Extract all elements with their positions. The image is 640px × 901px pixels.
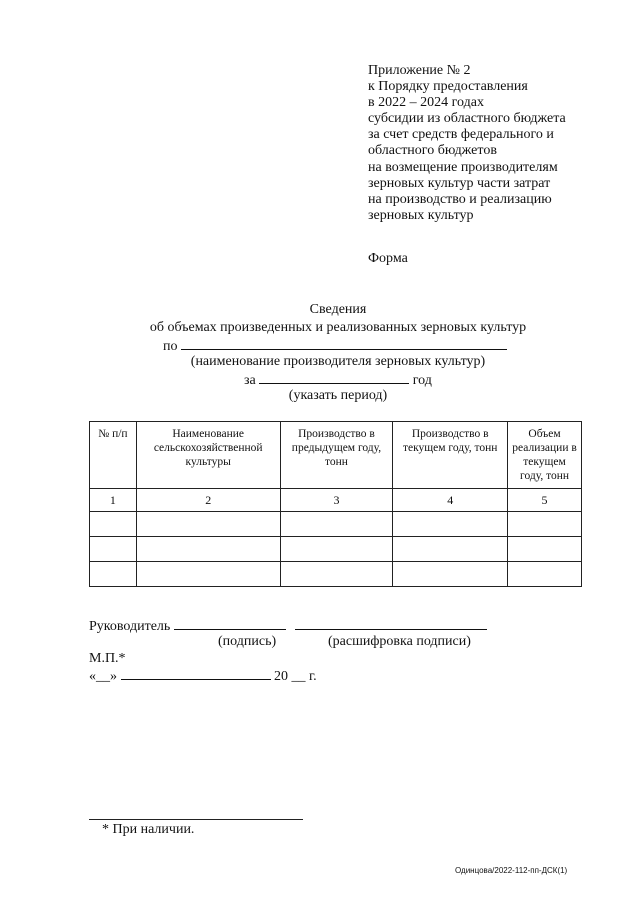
appendix-line: зерновых культур части затрат [368,175,551,191]
table-row [90,562,582,587]
stamp-label: М.П.* [89,651,126,666]
data-table [89,421,582,587]
table-cell[interactable] [90,537,137,562]
column-number: 3 [280,489,393,512]
signature-field[interactable] [174,617,286,630]
period-line [244,371,432,389]
table-cell[interactable] [393,512,508,537]
head-signature-line [89,617,487,635]
signature-hint: (подпись) [218,634,277,649]
date-month-field[interactable] [121,667,271,680]
document-title: Сведения [309,302,367,317]
document-subtitle: об объемах произведенных и реализованных зерновых культур [149,320,527,335]
table-cell[interactable] [508,537,582,562]
table-cell[interactable] [90,562,137,587]
appendix-line: к Порядку предоставления [368,79,528,95]
footnote-divider [89,819,303,820]
column-number: 5 [508,489,582,512]
table-cell[interactable] [280,537,393,562]
table-header-row [90,422,582,489]
table-row [90,512,582,537]
header-cell: Объем реализации в текущем году, тонн [508,422,582,489]
date-line [89,667,317,685]
date-year: 20 __ г. [274,669,317,684]
column-number-row [90,489,582,512]
table-cell[interactable] [508,562,582,587]
table-row [90,537,582,562]
form-label: Форма [368,251,408,266]
period-suffix: год [412,373,432,388]
table-cell[interactable] [136,562,280,587]
header-cell: Производство в предыдущем году, тонн [280,422,393,489]
period-hint: (указать период) [288,388,388,403]
producer-line [163,337,507,355]
period-field[interactable] [259,371,409,384]
signature-decode-field[interactable] [295,617,487,630]
header-cell: № п/п [90,422,137,489]
table-cell[interactable] [280,512,393,537]
date-day: «__» [89,669,117,684]
table-cell[interactable] [136,512,280,537]
column-number: 2 [136,489,280,512]
table-cell[interactable] [136,537,280,562]
header-cell: Производство в текущем году, тонн [393,422,508,489]
appendix-line: субсидии из областного бюджета [368,111,566,127]
column-number: 4 [393,489,508,512]
appendix-line: за счет средств федерального и [368,127,554,143]
appendix-line: в 2022 – 2024 годах [368,95,484,111]
period-prefix: за [244,373,256,388]
header-cell: Наименование сельскохозяйственной культуры [136,422,280,489]
footnote: * При наличии. [102,822,195,837]
appendix-line: зерновых культур [368,207,474,223]
head-label: Руководитель [89,619,171,634]
table-cell[interactable] [90,512,137,537]
appendix-block [368,63,628,224]
by-prefix: по [163,339,178,354]
producer-hint: (наименование производителя зерновых культур) [190,354,486,369]
document-code: Одинцова/2022-112-пп-ДСК(1) [455,866,568,875]
table-cell[interactable] [393,562,508,587]
table-cell[interactable] [508,512,582,537]
appendix-line: на производство и реализацию [368,191,552,207]
appendix-line: на возмещение производителям [368,159,558,175]
table-cell[interactable] [393,537,508,562]
appendix-line: Приложение № 2 [368,63,471,78]
column-number: 1 [90,489,137,512]
table-cell[interactable] [280,562,393,587]
appendix-line: областного бюджетов [368,143,497,159]
decode-hint: (расшифровка подписи) [328,634,471,649]
producer-name-field[interactable] [181,337,507,350]
